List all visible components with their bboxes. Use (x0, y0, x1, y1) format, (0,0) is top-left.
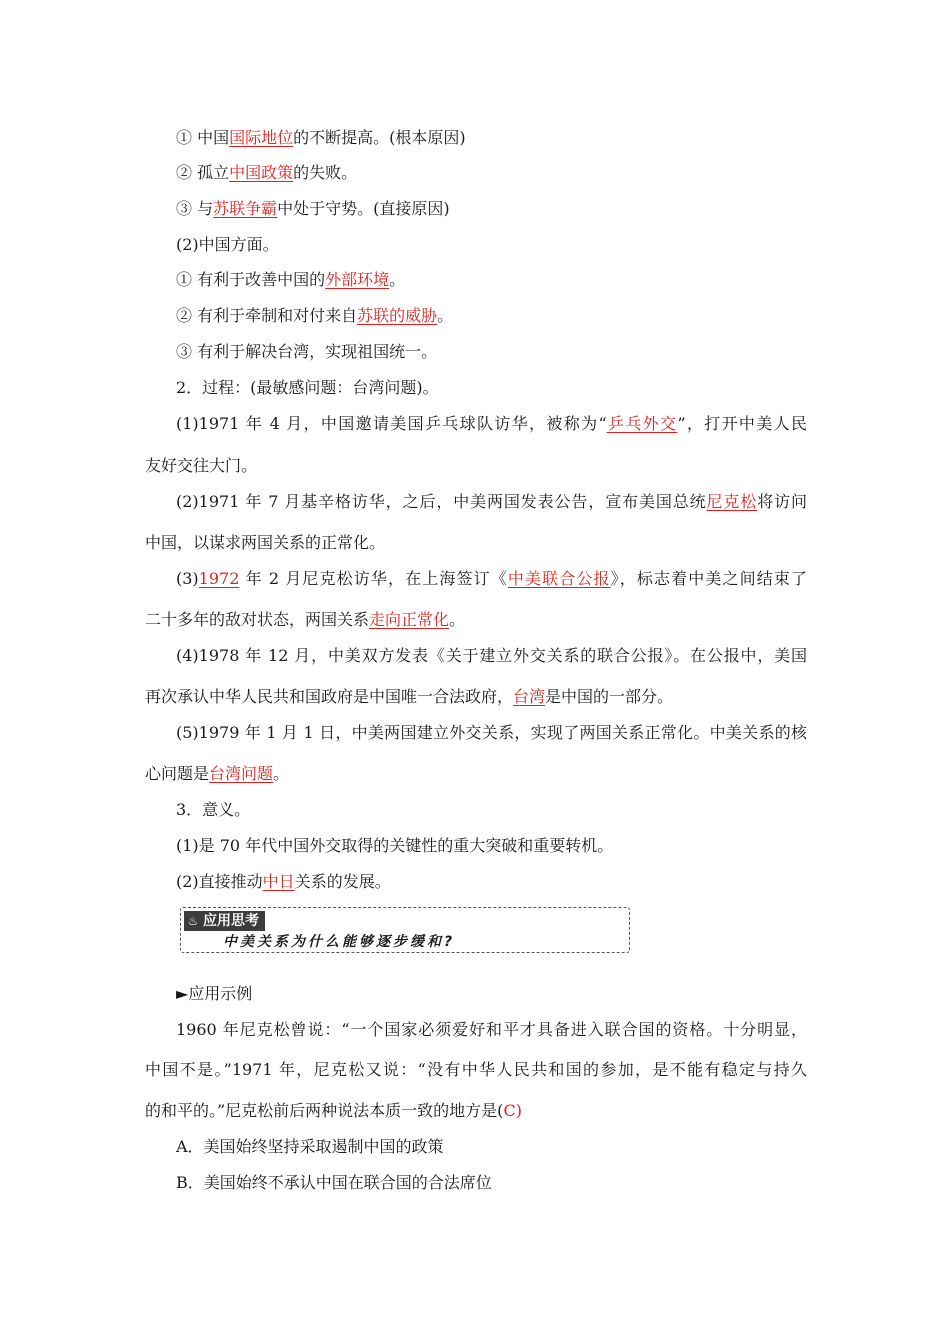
text: 。 (273, 764, 290, 783)
text: 的失败。 (293, 163, 358, 182)
answer-fill: 苏联争霸 (213, 199, 278, 218)
process-heading: 2．过程：(最敏感问题：台湾问题)。 (176, 378, 439, 397)
text: ② 有利于牵制和对付来自 (176, 306, 358, 325)
text: 是中国的一部分。 (545, 687, 674, 706)
answer-fill: 台湾问题 (209, 764, 274, 783)
text: ② 孤立 (176, 163, 230, 182)
think-box-label (184, 911, 265, 931)
example-line2: 中国不是。”1971 年，尼克松又说：“没有中华人民共和国的参加，是不能有稳定与持久 (145, 1060, 807, 1079)
china-side-2 (176, 305, 453, 327)
answer-fill: 中国政策 (229, 163, 294, 182)
text: 。 (437, 306, 454, 325)
process-p4-line2 (145, 686, 673, 708)
text: 》，标志着中美之间结束了 (610, 569, 807, 588)
example-line1: 1960 年尼克松曾说：“一个国家必须爱好和平才具备进入联合国的资格。十分明显， (176, 1020, 807, 1039)
answer-fill: 1972 (198, 569, 240, 588)
process-p2-line1 (176, 491, 807, 513)
example-line3 (145, 1100, 522, 1122)
answer-fill: 走向正常化 (369, 610, 450, 629)
text: 心问题是 (145, 764, 210, 783)
china-side-1 (176, 269, 405, 291)
text: (2)直接推动 (176, 872, 263, 891)
option-a: A．美国始终坚持采取遏制中国的政策 (176, 1137, 444, 1156)
text: (1)1971 年 4 月，中国邀请美国乒乓球队访华，被称为“ (176, 414, 607, 433)
answer-choice: C (503, 1101, 516, 1120)
text: 关系的发展。 (294, 872, 391, 891)
reason-us-3 (176, 198, 450, 220)
text: 再次承认中华人民共和国政府是中国唯一合法政府， (145, 687, 514, 706)
reason-us-2 (176, 162, 357, 184)
process-p4-line1: (4)1978 年 12 月，中美双方发表《关于建立外交关系的联合公报》。在公报中，美国 (176, 646, 807, 665)
answer-fill: 中美联合公报 (507, 569, 611, 588)
answer-fill: 中日 (262, 872, 295, 891)
answer-fill: 苏联的威胁 (357, 306, 438, 325)
process-p3-line1 (176, 568, 807, 590)
answer-fill: 国际地位 (229, 128, 294, 147)
think-box (180, 907, 630, 953)
significance-heading: 3．意义。 (176, 800, 251, 819)
text: ① 有利于改善中国的 (176, 270, 326, 289)
text: ”，打开中美人民 (677, 414, 807, 433)
option-b: B．美国始终不承认中国在联合国的合法席位 (176, 1173, 492, 1192)
china-side-heading: (2)中国方面。 (176, 235, 279, 254)
think-box-question: 中美关系为什么能够逐步缓和? (223, 934, 456, 950)
text: 的不断提高。(根本原因) (293, 128, 466, 147)
answer-fill: 尼克松 (706, 492, 758, 511)
text: 。 (449, 610, 466, 629)
text: 的和平的。”尼克松前后两种说法本质一致的地方是( (145, 1101, 504, 1120)
text: ③ 与 (176, 199, 214, 218)
process-p2-line2: 中国，以谋求两国关系的正常化。 (145, 533, 386, 552)
text: 年 2 月尼克松访华，在上海签订《 (239, 569, 508, 588)
process-p3-line2 (145, 609, 465, 631)
steam-icon: ♨ (187, 914, 199, 928)
answer-fill: 外部环境 (325, 270, 390, 289)
answer-fill: 乒乓外交 (606, 414, 678, 433)
significance-2 (176, 871, 391, 893)
text: 中处于守势。(直接原因) (277, 199, 450, 218)
process-p1-line1 (176, 413, 807, 435)
process-p5-line2 (145, 763, 289, 785)
text: ① 中国 (176, 128, 230, 147)
reason-us-1 (176, 127, 466, 149)
example-heading: ►应用示例 (176, 984, 253, 1003)
process-p1-line2: 友好交往大门。 (145, 456, 258, 475)
think-box-label-text: 应用思考 (203, 913, 259, 929)
china-side-3: ③ 有利于解决台湾，实现祖国统一。 (176, 342, 438, 361)
process-p5-line1: (5)1979 年 1 月 1 日，中美两国建立外交关系，实现了两国关系正常化。中美关系的核 (176, 723, 807, 742)
text: 将访问 (757, 492, 807, 511)
significance-1: (1)是 70 年代中国外交取得的关键性的重大突破和重要转机。 (176, 836, 614, 855)
text: ) (515, 1101, 522, 1120)
answer-fill: 台湾 (513, 687, 546, 706)
text: 。 (389, 270, 406, 289)
text: (3) (176, 569, 199, 588)
text: (2)1971 年 7 月基辛格访华，之后，中美两国发表公告，宣布美国总统 (176, 492, 707, 511)
text: 二十多年的敌对状态，两国关系 (145, 610, 370, 629)
